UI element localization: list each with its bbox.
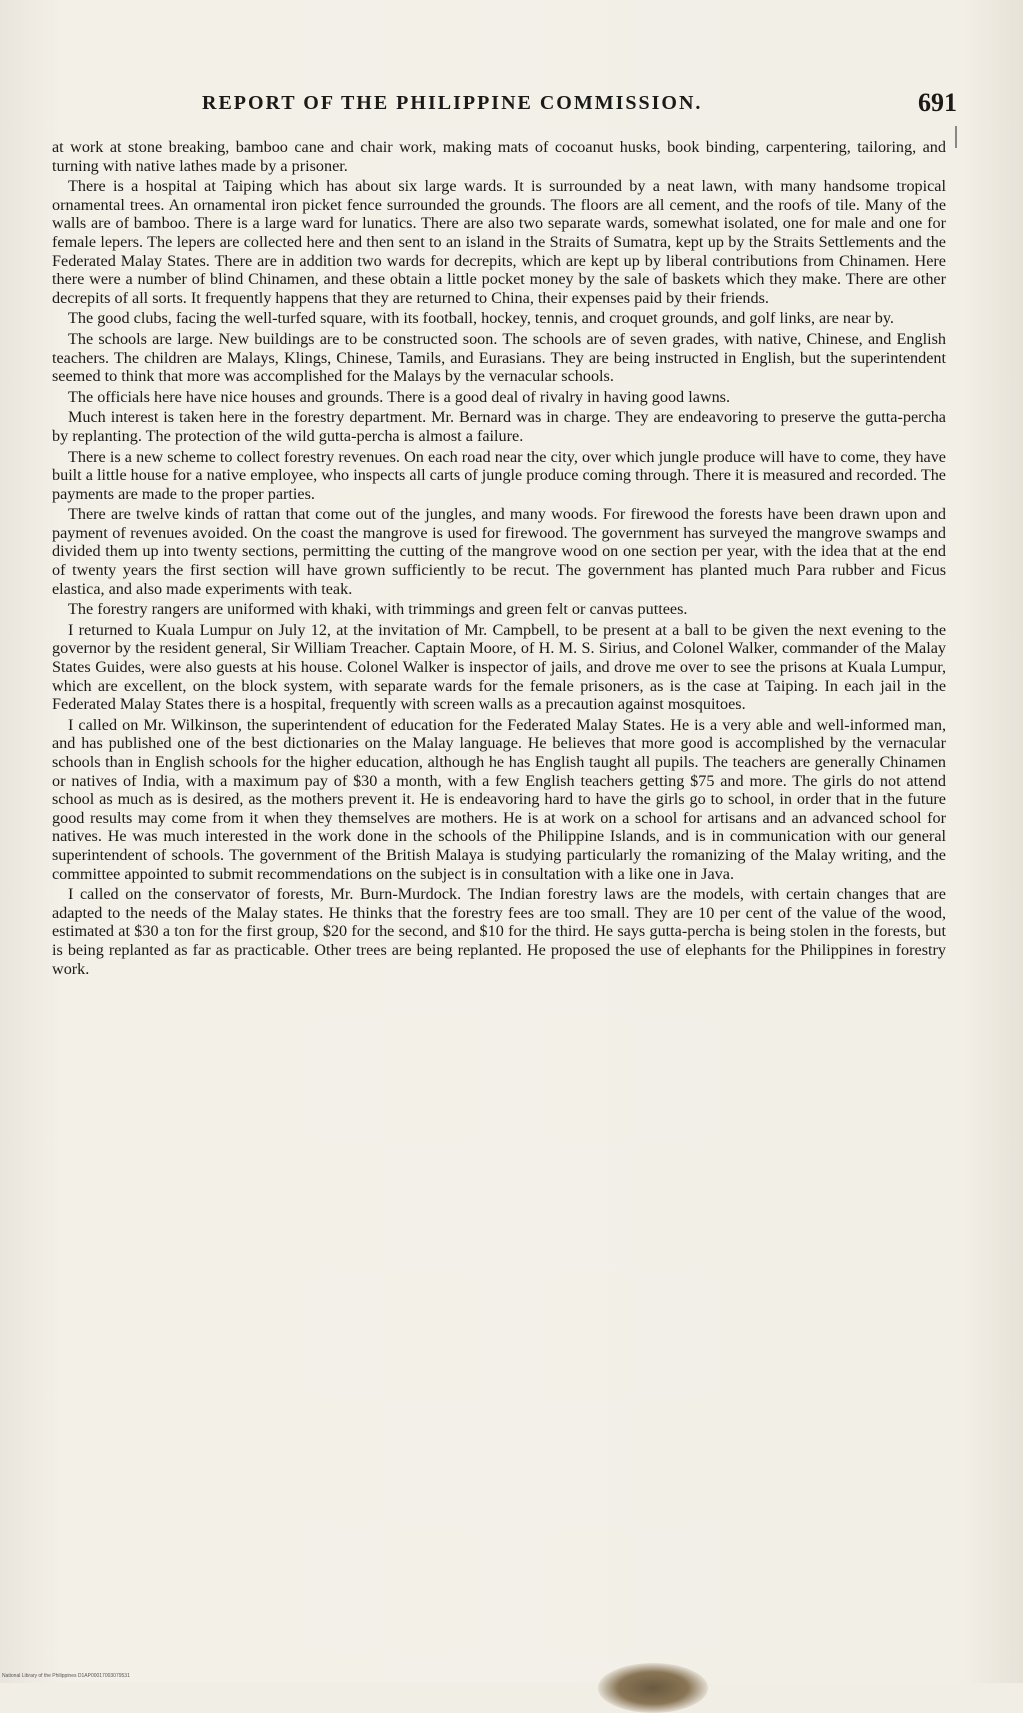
page-header [52,88,957,128]
paragraph-11: I called on Mr. Wilkinson, the superintendent of education for the Federated Malay States. He is a very able and well-informed man, and has published one of the best dictionaries on the Malay language. He believes that more good is accomplished by the vernacular schools than in English schools for the higher education, although he has English taught all pupils. The teachers are generally Chinamen or natives of India, with a maximum pay of $30 a month, with a few English teachers getting $75 and more. The girls do not attend school as much as is desired, as the mothers prevent it. He is endeavoring hard to have the girls go to school, in order that in the future good results may come from it when they themselves are mothers. He is at work on a school for artisans and an advanced school for natives. He was much interested in the work done in the schools of the Philippine Islands, and is in communication with our general superintendent of schools. The government of the British Malaya is studying particularly the romanizing of the Malay writing, and the committee appointed to submit recommendations on the subject is in consultation with a like one in Java. [52,715,946,883]
paragraph-6: Much interest is taken here in the forestry department. Mr. Bernard was in charge. They are endeavoring to preserve the gutta-percha by replanting. The protection of the wild gutta-percha is almost a failure. [52,408,946,445]
paragraph-12: I called on the conservator of forests, Mr. Burn-Murdock. The Indian forestry laws are the models, with certain changes that are adapted to the needs of the Malay states. He thinks that the forestry fees are too small. They are 10 per cent of the value of the wood, estimated at $30 a ton for the first group, $20 for the second, and $10 for the third. He says gutta-percha is being stolen in the forests, but is being replanted as far as practicable. Other trees are being replanted. He proposed the use of elephants for the Philippines in forestry work. [52,885,946,978]
paragraph-10: I returned to Kuala Lumpur on July 12, at the invitation of Mr. Campbell, to be present at a ball to be given the next evening to the governor by the resident general, Sir William Treacher. Captain Moore, of H. M. S. Sirius, and Colonel Walker, commander of the Malay States Guides, were also guests at his house. Colonel Walker is inspector of jails, and drove me over to see the prisons at Kuala Lumpur, which are excellent, on the block system, with separate wards for the female prisoners, as is the case at Taiping. In each jail in the Federated Malay States there is a hospital, frequently with screen walls as a precaution against mosquitoes. [52,620,946,714]
body-text [52,138,946,980]
paragraph-7: There is a new scheme to collect forestry revenues. On each road near the city, over which jungle produce will have to come, they have built a little house for a native employee, who inspects all carts of jungle produce coming through. There it is measured and recorded. The payments are made to the proper parties. [52,447,946,503]
margin-mark [955,126,957,148]
footer-credit: National Library of the Philippines D1AP00017003079531 [2,1673,130,1679]
paragraph-5: The officials here have nice houses and grounds. There is a good deal of rivalry in having good lawns. [68,387,731,406]
paragraph-1: at work at stone breaking, bamboo cane and chair work, making mats of cocoanut husks, book binding, carpentering, tailoring, and turning with native lathes made by a prisoner. [52,138,946,175]
paragraph-3: The good clubs, facing the well-turfed square, with its football, hockey, tennis, and croquet grounds, and golf links, are near by. [68,309,894,328]
paragraph-2: There is a hospital at Taiping which has about six large wards. It is surrounded by a neat lawn, with many handsome tropical ornamental trees. An ornamental iron picket fence surrounded the grounds. The floors are all cement, and the roofs of tile. Many of the walls are of bamboo. There is a large ward for lunatics. There are also two separate wards, somewhat isolated, one for male and one for female lepers. The lepers are collected here and then sent to an island in the Straits of Sumatra, kept up by the Straits Settlements and the Federated Malay States. There are in addition two wards for decrepits, which are kept up by liberal contributions from Chinamen. Here there were a number of blind Chinamen, and these obtain a little pocket money by the sale of baskets which they make. There are other decrepits of all sorts. It frequently happens that they are returned to China, their expenses paid by their friends. [52,177,946,307]
paragraph-8: There are twelve kinds of rattan that come out of the jungles, and many woods. For firewood the forests have been drawn upon and payment of revenues avoided. On the coast the mangrove is used for firewood. The government has surveyed the mangrove swamps and divided them up into twenty sections, permitting the cutting of the mangrove wood on one section per year, with the idea that at the end of twenty years the first section will have grown sufficiently to be recut. The government has planted much Para rubber and Ficus elastica, and also made experiments with teak. [52,505,946,598]
scanner-thumb-shadow [598,1663,708,1713]
paragraph-9: The forestry rangers are uniformed with khaki, with trimmings and green felt or canvas puttees. [68,600,688,619]
running-title: REPORT OF THE PHILIPPINE COMMISSION. [202,92,703,114]
paragraph-4: The schools are large. New buildings are to be constructed soon. The schools are of seven grades, with native, Chinese, and English teachers. The children are Malays, Klings, Chinese, Tamils, and Eurasians. They are being instructed in English, but the superintendent seemed to think that more was accomplished for the Malays by the vernacular schools. [52,329,946,386]
page-number: 691 [918,88,957,117]
